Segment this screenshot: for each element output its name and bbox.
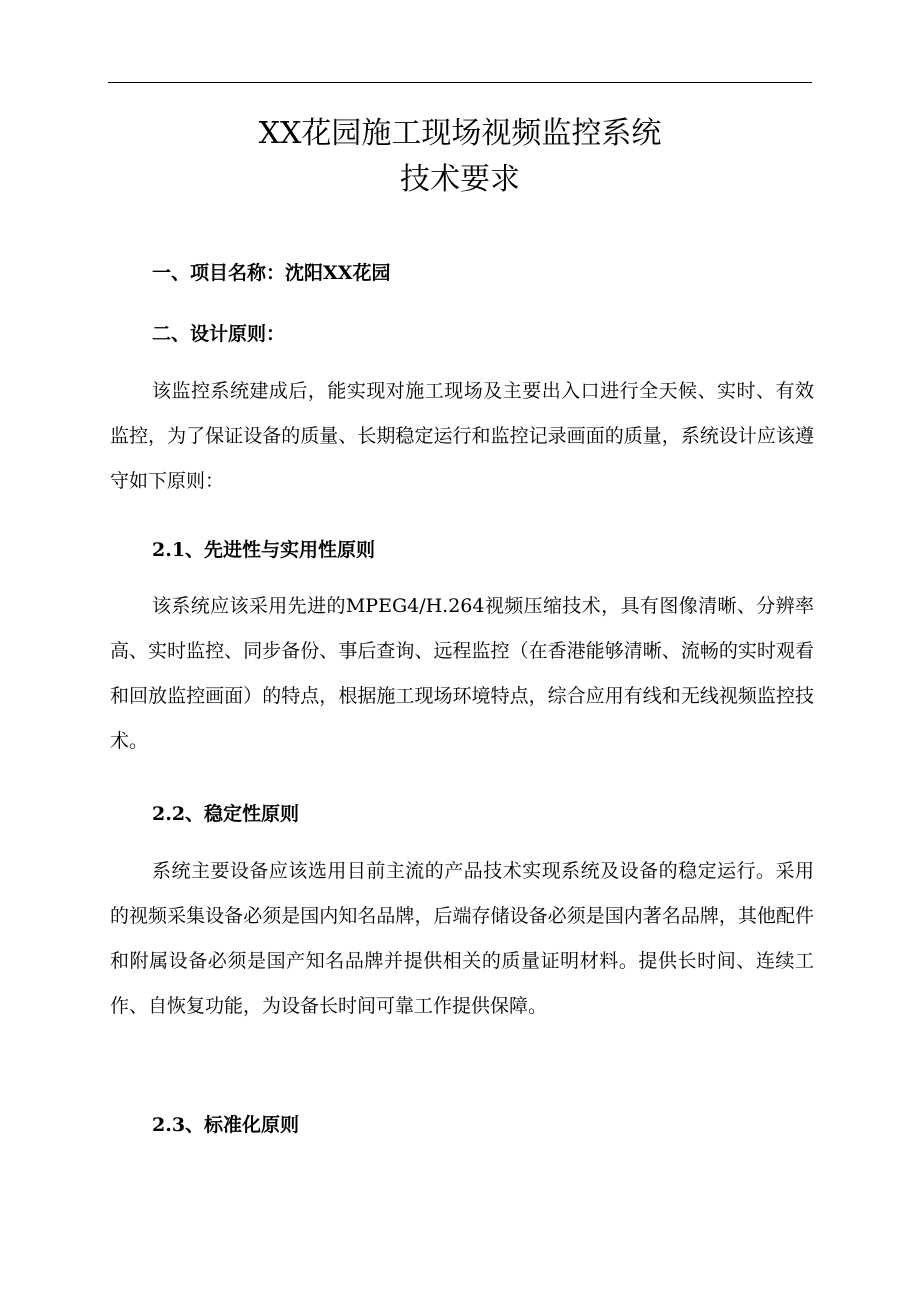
subsection-2-1-heading: 2.1、先进性与实用性原则 [152, 539, 376, 561]
header-rule [108, 82, 812, 83]
section-project-name: 一、项目名称：沈阳XX花园 [152, 262, 391, 284]
intro-paragraph: 该监控系统建成后，能实现对施工现场及主要出入口进行全天候、实时、有效监控，为了保证设备的质量、长期稳定运行和监控记录画面的质量，系统设计应该遵守如下原则： [110, 380, 814, 492]
subsection-2-3-heading: 2.3、标准化原则 [152, 1114, 300, 1136]
subsection-2-2-heading: 2.2、稳定性原则 [152, 803, 300, 825]
subsection-2-1-paragraph: 该系统应该采用先进的MPEG4/H.264视频压缩技术，具有图像清晰、分辨率高、实时监控、同步备份、事后查询、远程监控（在香港能够清晰、流畅的实时观看和回放监控画面）的特点，根据施工现场环境特点，综合应用有线和无线视频监控技术。 [110, 595, 814, 752]
document-title-line1: XX花园施工现场视频监控系统 [258, 116, 662, 151]
subsection-2-2-paragraph: 系统主要设备应该选用目前主流的产品技术实现系统及设备的稳定运行。采用的视频采集设备必须是国内知名品牌，后端存储设备必须是国内著名品牌，其他配件和附属设备必须是国产知名品牌并提供相关的质量证明材料。提供长时间、连续工作、自恢复功能，为设备长时间可靠工作提供保障。 [110, 860, 814, 1017]
document-title-line2: 技术要求 [400, 162, 520, 197]
section-design-principles: 二、设计原则： [152, 323, 286, 345]
